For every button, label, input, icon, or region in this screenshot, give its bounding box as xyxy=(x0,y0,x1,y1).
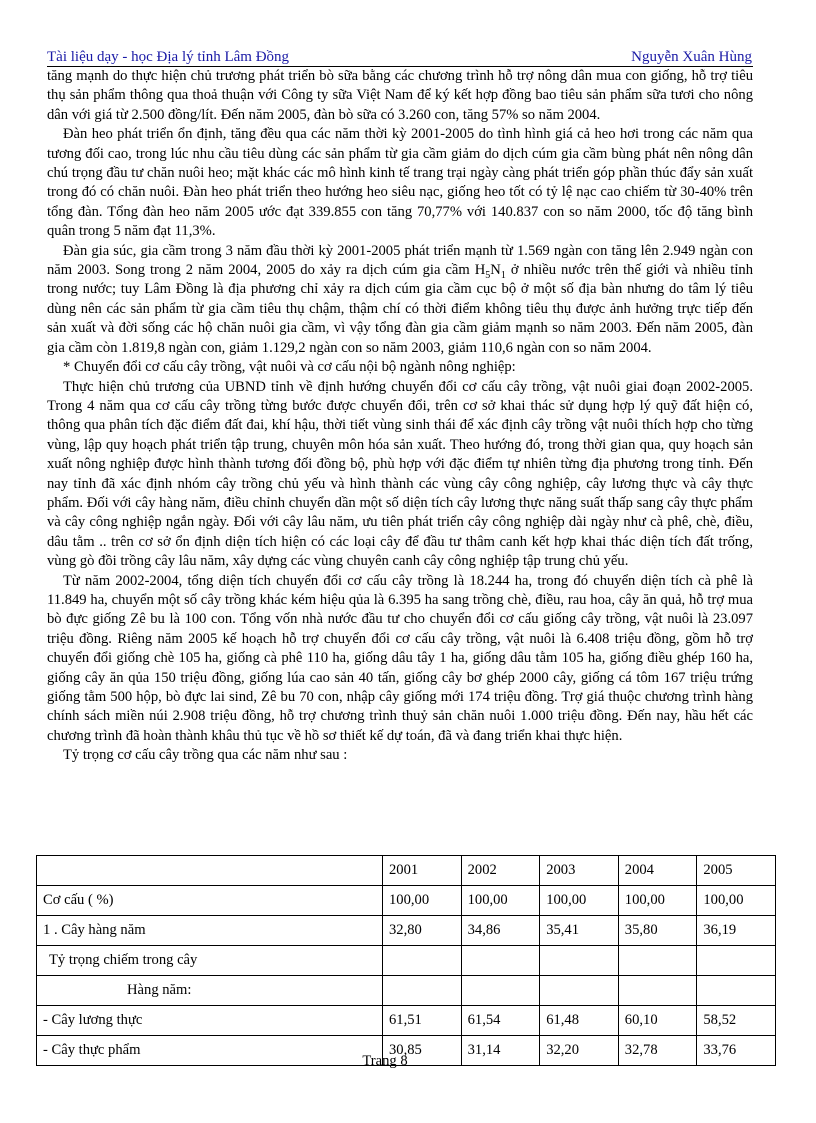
row-label: Tỷ trọng chiếm trong cây xyxy=(37,946,383,976)
table-cell: 100,00 xyxy=(383,886,462,916)
table-row xyxy=(37,976,776,1006)
paragraph-dairy-cattle: tăng mạnh do thực hiện chủ trương phát triển bò sữa bằng các chương trình hỗ trợ nông dân mua con giống, hỗ trợ tiêu thụ sản phẩm thông qua thoả thuận với Công ty sữa Việt Nam để ký kết hợp đồng bao tiêu sản phẩm sữa tươi cho nông dân với giá từ 2.500 đồng/lít. Đến năm 2005, đàn bò sữa có 3.260 con, tăng 57% so năm 2004. xyxy=(47,68,753,123)
year-header: 2001 xyxy=(383,856,462,886)
table-cell: 32,78 xyxy=(618,1036,697,1066)
table-cell: 36,19 xyxy=(697,916,776,946)
table-cell: 32,20 xyxy=(540,1036,619,1066)
table-cell: 30,85 xyxy=(383,1036,462,1066)
year-header: 2002 xyxy=(461,856,540,886)
h5-subscript: 5 xyxy=(485,269,491,281)
table-cell: 58,52 xyxy=(697,1006,776,1036)
header-author: Nguyễn Xuân Hùng xyxy=(631,49,752,65)
paragraph-poultry xyxy=(47,242,753,358)
table-cell: 35,41 xyxy=(540,916,619,946)
table-cell xyxy=(618,946,697,976)
table-cell: 100,00 xyxy=(697,886,776,916)
table-row xyxy=(37,1006,776,1036)
table-cell: 61,51 xyxy=(383,1006,462,1036)
table-cell xyxy=(540,976,619,1006)
crop-structure-table xyxy=(36,855,776,1066)
table-row xyxy=(37,916,776,946)
row-label: 1 . Cây hàng năm xyxy=(37,916,383,946)
table-cell: 31,14 xyxy=(461,1036,540,1066)
table-cell xyxy=(461,976,540,1006)
table-cell xyxy=(697,976,776,1006)
page-number: Trang 8 xyxy=(362,1053,408,1069)
header-title: Tài liệu dạy - học Địa lý tỉnh Lâm Đồng xyxy=(47,49,290,65)
row-label: - Cây thực phẩm xyxy=(37,1036,383,1066)
row-label: Hàng năm: xyxy=(37,976,383,1006)
n-letter: N xyxy=(490,262,501,279)
paragraph-restructuring-policy: Thực hiện chủ trương của UBND tỉnh về định hướng chuyển đổi cơ cấu cây trồng, vật nuôi giai đoạn 2002-2005. Trong 4 năm qua cơ cấu cây trồng từng bước được chuyển đổi, trên cơ sở khai thác sử dụng hợp lý quỹ đất hiện có, thông qua phân tích đặc điểm đất đai, khí hậu, thời tiết vùng sinh thái để xác định cây trồng vật nuôi thích hợp cho từng vùng, lập quy hoạch phát triển tập trung, chuyên môn hóa sản xuất. Theo hướng đó, trong thời gian qua, quy hoạch sản xuất nông nghiệp được hình thành tương đối đồng bộ, phù hợp với đặc điểm tự nhiên từng địa phương trong tỉnh. Đến nay tỉnh đã xác định nhóm cây trồng chủ yếu và hình thành các vùng cây công nghiệp, cây lương thực và cây thực phẩm. Đối với cây hàng năm, điều chỉnh chuyển dần một số diện tích cây lương thực năng suất thấp sang cây thực phẩm và cây công nghiệp ngắn ngày. Đối với cây lâu năm, ưu tiên phát triển cây công nghiệp dài ngày như cà phê, chè, điều, dâu tằm .. trên cơ sở ổn định diện tích hiện có các loại cây để đầu tư thâm canh kết hợp khai thác diện tích đất trống, vùng gò đồi trồng cây lâu năm, xây dựng các vùng chuyên canh cây công nghiệp tập trung chủ yếu. xyxy=(47,378,753,570)
paragraph-restructuring-figures: Từ năm 2002-2004, tổng diện tích chuyển đổi cơ cấu cây trồng là 18.244 ha, trong đó chuyển diện tích cà phê là 11.849 ha, chuyển một số cây trồng khác kém hiệu qủa là 6.395 ha sang trồng chè, điều, rau hoa, cây ăn quả, hỗ trợ mua bò đực giống Zê bu là 100 con. Tổng vốn nhà nước đầu tư cho chuyển đổi cơ cấu giống cây trồng, vật nuôi là 23.097 triệu đồng. Riêng năm 2005 kế hoạch hỗ trợ chuyển đổi cơ cấu cây trồng, vật nuôi là 6.408 triệu đồng, gồm hỗ trợ chuyển đổi giống chè 105 ha, giống cà phê 110 ha, giống dâu tây 1 ha, giống dâu tằm 105 ha, giống điều ghép 160 ha, giống cây ăn qủa 150 triệu đồng, giống lúa cao sản 40 tấn, giống cây bơ ghép 2000 cây, giống cá tôm 167 triệu trứng giống tằm 500 hộp, bò đực lai sind, Zê bu 70 con, nhập cây giống mới 174 triệu đồng. Trợ giá thuộc chương trình hàng chính sách miền núi 2.908 triệu đồng, hỗ trợ chương trình thuỷ sản chăn nuôi 1.000 triệu đồng. Đến nay, hầu hết các chương trình đã hoàn thành khâu thủ tục về hồ sơ thiết kế dự toán, đã và đang triển khai thực hiện. xyxy=(47,572,753,744)
paragraph-pigs: Đàn heo phát triển ổn định, tăng đều qua các năm thời kỳ 2001-2005 do tình hình giá cả heo hơi trong các năm qua tương đối cao, trong lúc nhu cầu tiêu dùng các sản phẩm từ gia cầm giảm do dịch cúm gia cầm bùng phát nên nông dân chú trọng đầu tư chăn nuôi heo; mặt khác các mô hình kinh tế trang trại ngày càng phát triển góp phần thúc đẩy sản xuất trong đó có chăn nuôi. Đàn heo phát triển theo hướng heo siêu nạc, giống heo tốt có tỷ lệ nạc cao chiếm từ 30-40% trên tổng đàn. Tổng đàn heo năm 2005 ước đạt 339.855 con tăng 70,77% với 140.837 con so năm 2000, tốc độ tăng bình quân trong 5 năm đạt 11,3%. xyxy=(47,126,753,240)
table-cell: 35,80 xyxy=(618,916,697,946)
table-cell xyxy=(383,946,462,976)
n1-subscript: 1 xyxy=(500,269,506,281)
table-cell: 33,76 xyxy=(697,1036,776,1066)
poultry-text-end: ở nhiều nước trên thế giới và nhiều tỉnh trong nước; tuy Lâm Đồng là địa phương chỉ xảy ra dịch cúm gia cầm cục bộ ở một số địa bàn nhưng do tâm lý tiêu dùng nên các sản phẩm từ gia cầm tiêu thụ chậm, thậm chí có thời điểm không tiêu thụ được ảnh hưởng trực tiếp đến sản xuất và đời sống các hộ chăn nuôi gia cầm, vì vậy tổng đàn gia cầm giảm mạnh so năm 2003. Đến năm 2005, đàn gia cầm còn 1.819,8 ngàn con, giảm 1.129,2 ngàn con so năm 2003, giảm 110,6 ngàn con so năm 2004. xyxy=(47,262,754,356)
table-header-row xyxy=(37,856,776,886)
table-cell: 61,54 xyxy=(461,1006,540,1036)
table-cell: 34,86 xyxy=(461,916,540,946)
table-cell: 32,80 xyxy=(383,916,462,946)
table-cell: 60,10 xyxy=(618,1006,697,1036)
table-corner-cell xyxy=(37,856,383,886)
table-cell: 100,00 xyxy=(461,886,540,916)
year-header: 2005 xyxy=(697,856,776,886)
table-row xyxy=(37,946,776,976)
year-header: 2004 xyxy=(618,856,697,886)
section-heading-crop-restructuring: * Chuyển đổi cơ cấu cây trồng, vật nuôi và cơ cấu nội bộ ngành nông nghiệp: xyxy=(63,359,516,376)
table-cell xyxy=(383,976,462,1006)
table-cell xyxy=(461,946,540,976)
table-caption: Tỷ trọng cơ cấu cây trồng qua các năm như sau : xyxy=(63,747,348,764)
table-cell xyxy=(540,946,619,976)
poultry-text-start: Đàn gia súc, gia cầm trong 3 năm đầu thời kỳ 2001-2005 phát triển mạnh từ 1.569 ngàn con tăng lên 2.949 ngàn con năm 2003. Song trong 2 năm 2004, 2005 do xảy ra dịch cúm gia cầm H xyxy=(47,242,753,279)
table-row xyxy=(37,886,776,916)
row-label: Cơ cấu ( %) xyxy=(37,886,383,916)
table-cell: 100,00 xyxy=(618,886,697,916)
table-cell: 61,48 xyxy=(540,1006,619,1036)
year-header: 2003 xyxy=(540,856,619,886)
table-cell: 100,00 xyxy=(540,886,619,916)
document-body xyxy=(47,67,753,766)
row-label: - Cây lương thực xyxy=(37,1006,383,1036)
table-cell xyxy=(697,946,776,976)
table-cell xyxy=(618,976,697,1006)
